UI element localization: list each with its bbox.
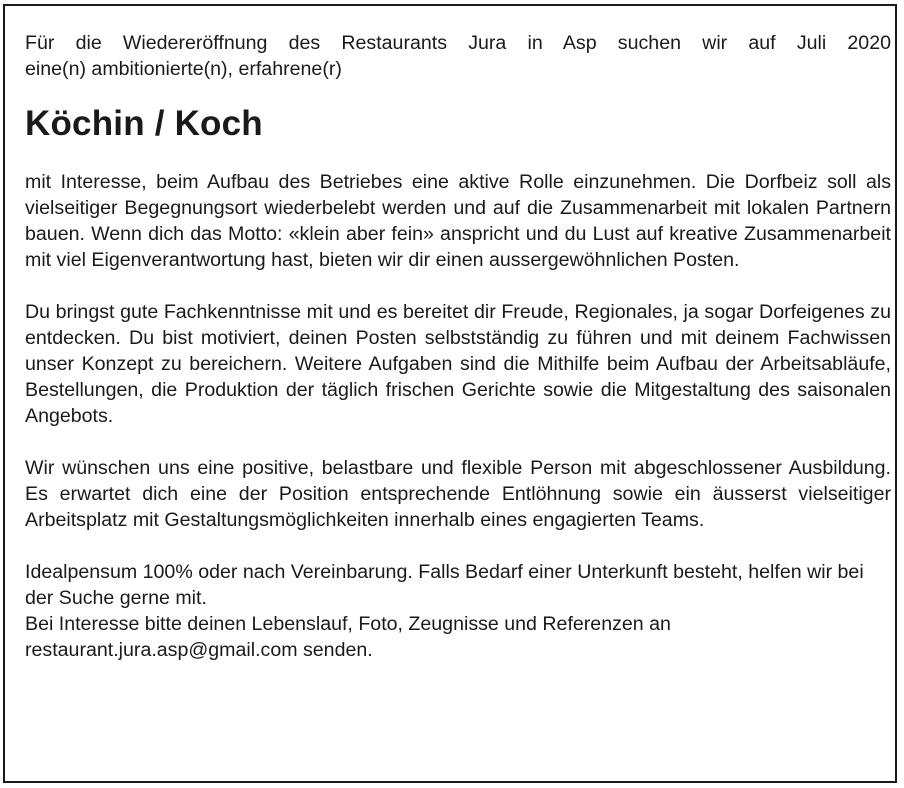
paragraph-intro: mit Interesse, beim Aufbau des Betriebes eine aktive Rolle einzunehmen. Die Dorfbeiz soll als vielseitiger Begegnungsort wiederbelebt werden und auf die Zusammenarbeit mit lokalen Partnern bauen. Wenn dich das Motto: «klein aber fein» anspricht und du Lust auf kreative Zusammenarbeit mit viel Eigenverantwortung hast, bieten wir dir einen aussergewöhnlichen Posten. <box>25 171 891 271</box>
intro-line-1: Für die Wiedereröffnung des Restaurants Jura in Asp suchen wir auf Juli 2020 <box>25 32 891 54</box>
paragraph-contact: Bei Interesse bitte deinen Lebenslauf, Foto, Zeugnisse und Referenzen an restaurant.jura.asp@gmail.com senden. <box>25 613 671 661</box>
paragraph-offer: Wir wünschen uns eine positive, belastbare und flexible Person mit abgeschlossener Ausbildung. Es erwartet dich eine der Position entsprechende Entlöhnung sowie ein äusserst vielseitiger Arbeitsplatz mit Gestaltungsmöglichkeiten innerhalb eines engagierten Teams. <box>25 457 891 531</box>
job-ad-frame <box>3 4 897 783</box>
intro-text <box>25 30 891 82</box>
intro-line-2: eine(n) ambitionierte(n), erfahrene(r) <box>25 58 342 80</box>
job-ad-content <box>25 30 891 663</box>
job-title: Köchin / Koch <box>25 104 263 143</box>
paragraph-requirements: Du bringst gute Fachkenntnisse mit und es bereitet dir Freude, Regionales, ja sogar Dorfeigenes zu entdecken. Du bist motiviert, deinen Posten selbstständig zu führen und mit deinem Fachwissen unser Konzept zu bereichern. Weitere Aufgaben sind die Mithilfe beim Aufbau der Arbeitsabläufe, Bestellungen, die Produktion der täglich frischen Gerichte sowie die Mitgestaltung des saisonalen Angebots. <box>25 301 891 427</box>
paragraph-workload: Idealpensum 100% oder nach Vereinbarung. Falls Bedarf einer Unterkunft besteht, helfen wir bei der Suche gerne mit. <box>25 561 864 609</box>
